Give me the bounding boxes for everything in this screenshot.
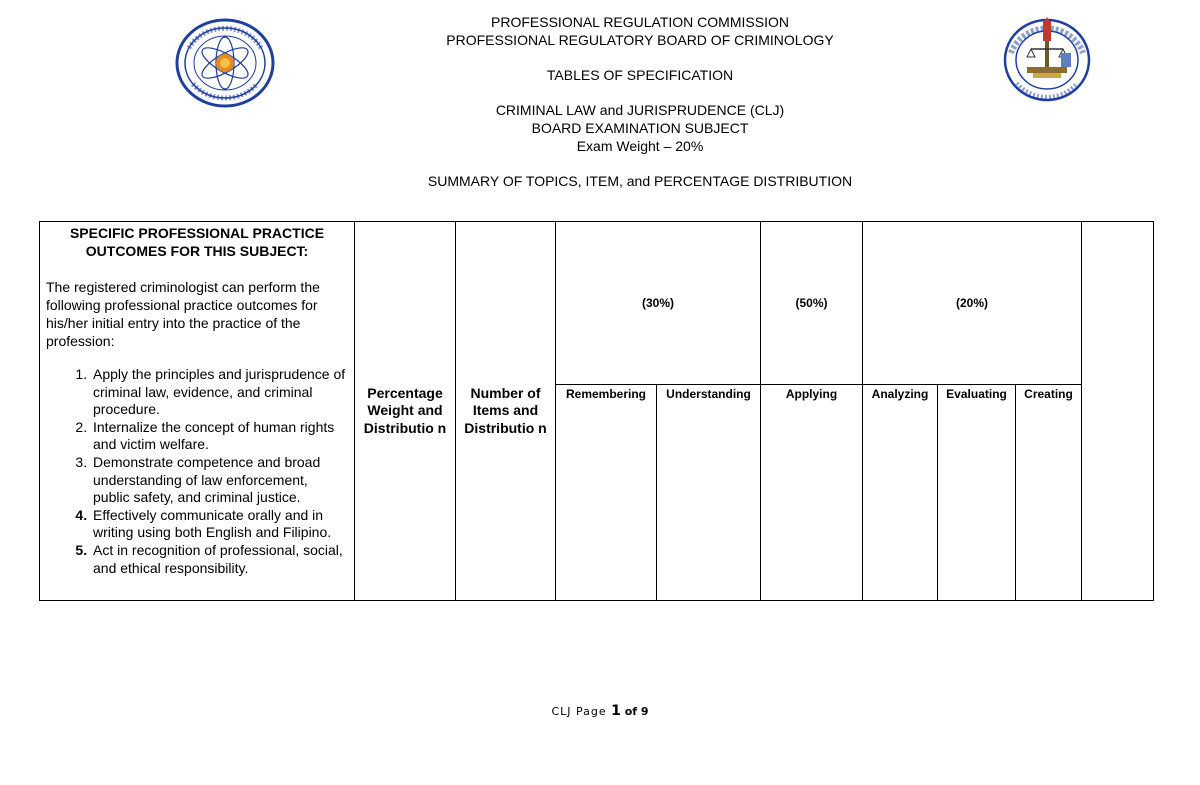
current-page-number: 1 <box>611 703 621 719</box>
number-of-items-header: Number of Items and Distributio n <box>456 222 556 601</box>
total-pages: 9 <box>640 705 649 718</box>
header-board: PROFESSIONAL REGULATORY BOARD OF CRIMINOLOGY <box>446 32 834 48</box>
board-of-criminology-logo <box>1003 13 1091 103</box>
outcome-item: 5. Act in recognition of professional, social, and ethical responsibility. <box>91 542 348 577</box>
group-50-percent: (50%) <box>761 222 863 385</box>
level-applying: Applying <box>761 385 863 601</box>
header-subject: CRIMINAL LAW and JURISPRUDENCE (CLJ) <box>495 102 785 118</box>
level-understanding: Understanding <box>657 385 761 601</box>
header-exam-weight: Exam Weight – 20% <box>576 138 704 154</box>
level-creating: Creating <box>1016 385 1082 601</box>
blank-last-column <box>1082 222 1154 601</box>
level-evaluating: Evaluating <box>938 385 1016 601</box>
percentage-weight-header: Percentage Weight and Distributio n <box>355 222 456 601</box>
outcomes-title: SPECIFIC PROFESSIONAL PRACTICE OUTCOMES FOR THIS SUBJECT: <box>69 225 325 259</box>
footer-prefix: CLJ Page <box>551 705 612 718</box>
page-footer <box>0 703 1200 719</box>
specification-table <box>39 221 1154 601</box>
header-table-title: TABLES OF SPECIFICATION <box>546 67 734 83</box>
level-remembering: Remembering <box>556 385 657 601</box>
outcome-item: 1. Apply the principles and jurisprudence of criminal law, evidence, and criminal procedure. <box>91 366 348 419</box>
header-commission: PROFESSIONAL REGULATION COMMISSION <box>491 14 789 30</box>
outcomes-cell <box>40 222 355 601</box>
group-20-percent: (20%) <box>863 222 1082 385</box>
document-header <box>0 0 1200 200</box>
outcomes-list <box>46 366 348 577</box>
outcome-item: 4. Effectively communicate orally and in writing using both English and Filipino. <box>91 507 348 542</box>
footer-of: of <box>620 705 641 718</box>
outcomes-intro: The registered criminologist can perform the following professional practice outcomes for his/her initial entry into the practice of the profession: <box>46 279 320 349</box>
header-summary: SUMMARY OF TOPICS, ITEM, and PERCENTAGE DISTRIBUTION <box>427 173 853 189</box>
group-30-percent: (30%) <box>556 222 761 385</box>
level-analyzing: Analyzing <box>863 385 938 601</box>
prc-seal-logo <box>175 18 275 108</box>
outcome-item: 2. Internalize the concept of human rights and victim welfare. <box>91 419 348 454</box>
outcome-item: 3. Demonstrate competence and broad understanding of law enforcement, public safety, and criminal justice. <box>91 454 348 507</box>
header-exam-type: BOARD EXAMINATION SUBJECT <box>531 120 749 136</box>
